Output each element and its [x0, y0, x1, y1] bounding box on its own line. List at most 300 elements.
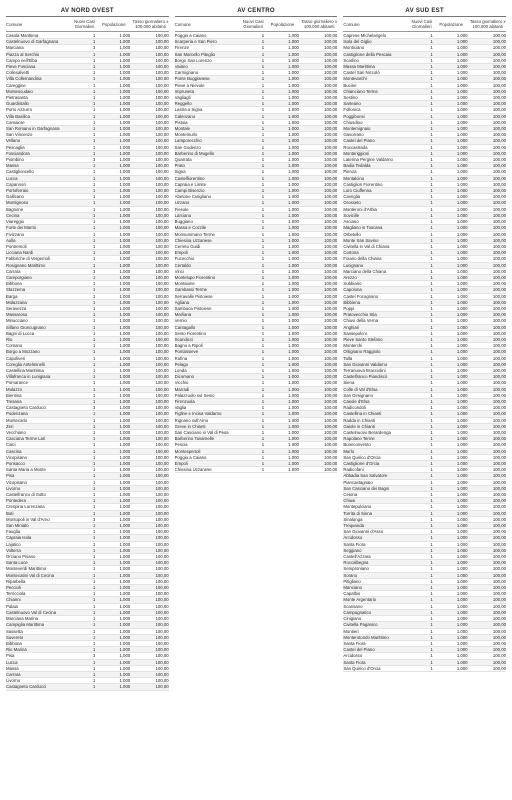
cell-nuovi-casi: 1 — [261, 386, 265, 392]
table-body — [6, 33, 169, 691]
cell-comune: Pontassieve — [174, 349, 199, 355]
cell-comune: Pisa — [6, 653, 15, 659]
cell-nuovi-casi: 1 — [93, 150, 96, 156]
cell-comune: Castelfranco di Sotto — [6, 492, 46, 498]
cell-popolazione: 1.000 — [119, 541, 131, 547]
cell-comune: Lastra a Signa — [174, 107, 203, 113]
cell-popolazione: 1.000 — [288, 318, 299, 324]
cell-nuovi-casi: 1 — [93, 647, 96, 653]
cell-nuovi-casi: 1 — [93, 119, 96, 125]
cell-popolazione: 1.000 — [119, 380, 131, 386]
cell-popolazione: 1.000 — [456, 547, 468, 553]
cell-tasso: 100,00 — [492, 70, 506, 76]
cell-tasso: 100,00 — [324, 262, 338, 268]
cell-nuovi-casi: 1 — [261, 330, 265, 336]
cell-nuovi-casi: 1 — [93, 585, 96, 591]
cell-tasso: 100,00 — [492, 200, 506, 206]
cell-nuovi-casi: 1 — [93, 609, 96, 615]
cell-tasso: 100,00 — [324, 169, 338, 175]
cell-comune: Castelnuovo di Garfagnana — [6, 39, 59, 45]
cell-comune: Pontremoli — [6, 243, 27, 249]
cell-comune: Montieri — [343, 628, 359, 634]
cell-comune: Arcidosso — [343, 535, 363, 541]
cell-nuovi-casi: 1 — [261, 423, 265, 429]
cell-comune: Fauglia — [6, 529, 21, 535]
cell-popolazione: 1.000 — [288, 126, 299, 132]
cell-nuovi-casi: 1 — [430, 237, 433, 243]
cell-popolazione: 1.000 — [288, 33, 299, 38]
cell-comune: Castiglione d'Orcia — [343, 461, 380, 467]
cell-popolazione: 1.000 — [119, 374, 131, 380]
cell-comune: San Quirico d'Orcia — [343, 665, 381, 671]
cell-nuovi-casi: 1 — [261, 194, 265, 200]
cell-tasso: 100,00 — [155, 430, 169, 435]
cell-comune: Chiusdino — [343, 119, 363, 125]
cell-tasso: 100,00 — [155, 597, 169, 603]
cell-comune: Fosciandora — [6, 150, 30, 156]
cell-nuovi-casi: 1 — [261, 107, 265, 113]
cell-popolazione: 1.000 — [456, 138, 468, 144]
cell-popolazione: 1.000 — [288, 212, 299, 218]
cell-comune: Siena — [343, 380, 355, 386]
cell-comune: Buti — [6, 510, 14, 516]
cell-popolazione: 1.000 — [456, 212, 468, 218]
cell-popolazione: 1.000 — [456, 510, 468, 516]
cell-comune: Suvereto — [6, 634, 24, 640]
cell-popolazione: 1.000 — [119, 305, 131, 311]
cell-comune: Sambuca Pistoiese — [174, 305, 212, 311]
cell-tasso: 100,00 — [155, 200, 169, 206]
cell-comune: Calenzano — [174, 113, 196, 119]
cell-comune: Piancastagnaio — [343, 479, 373, 485]
cell-popolazione: 1.000 — [119, 585, 131, 591]
cell-popolazione: 1.000 — [456, 448, 468, 454]
cell-popolazione: 1.000 — [119, 324, 131, 330]
cell-tasso: 100,00 — [492, 361, 506, 367]
cell-nuovi-casi: 1 — [430, 417, 433, 423]
cell-tasso: 100,00 — [324, 268, 338, 274]
cell-popolazione: 1.000 — [456, 144, 468, 150]
cell-nuovi-casi: 1 — [93, 138, 96, 144]
cell-tasso: 100,00 — [324, 88, 338, 94]
cell-popolazione: 1.000 — [288, 95, 299, 101]
cell-popolazione: 1.000 — [456, 219, 468, 225]
cell-tasso: 100,00 — [155, 88, 169, 94]
cell-popolazione: 1.000 — [288, 405, 299, 411]
cell-comune: Vellano — [6, 138, 21, 144]
cell-nuovi-casi: 1 — [93, 603, 96, 609]
cell-nuovi-casi: 1 — [430, 504, 433, 510]
cell-nuovi-casi: 1 — [261, 206, 265, 212]
cell-comune: Castiglion Fiorentino — [343, 181, 383, 187]
cell-comune: Gavorrano — [343, 132, 364, 138]
cell-nuovi-casi: 1 — [93, 597, 96, 603]
cell-tasso: 100,00 — [492, 467, 506, 473]
cell-nuovi-casi: 1 — [430, 119, 433, 125]
cell-popolazione: 1.000 — [288, 361, 299, 367]
cell-tasso: 100,00 — [155, 243, 169, 249]
cell-nuovi-casi: 1 — [430, 566, 433, 572]
cell-tasso: 100,00 — [155, 560, 169, 566]
cell-comune: Montepulciano — [343, 504, 372, 510]
cell-comune: Bagno a Ripoli — [174, 343, 203, 349]
cell-tasso: 100,00 — [324, 454, 338, 460]
cell-nuovi-casi: 1 — [430, 76, 433, 82]
cell-nuovi-casi: 1 — [93, 380, 96, 386]
cell-nuovi-casi: 1 — [261, 287, 265, 293]
cell-nuovi-casi: 1 — [261, 126, 265, 132]
cell-nuovi-casi: 1 — [261, 281, 265, 287]
cell-nuovi-casi: 1 — [93, 442, 96, 448]
cell-tasso: 100,00 — [324, 281, 338, 287]
cell-popolazione: 1.000 — [456, 461, 468, 467]
cell-popolazione: 1.000 — [119, 250, 131, 256]
cell-tasso: 100,00 — [155, 609, 169, 615]
cell-nuovi-casi: 1 — [93, 70, 96, 76]
header-nuovi-casi: Nuovi Casi Giornalieri — [411, 19, 433, 29]
cell-comune: Castelnuovo Berardenga — [343, 430, 391, 435]
cell-comune: Cinigiano — [343, 616, 362, 622]
cell-popolazione: 1.000 — [119, 684, 131, 690]
cell-tasso: 100,00 — [155, 144, 169, 150]
cell-comune: Radda in Chianti — [343, 417, 376, 423]
cell-comune: Vicchio — [174, 380, 189, 386]
cell-popolazione: 1.000 — [119, 448, 131, 454]
cell-tasso: 100,00 — [155, 616, 169, 622]
cell-popolazione: 1.000 — [288, 144, 299, 150]
cell-popolazione: 1.000 — [119, 678, 131, 684]
cell-comune: Casola Marittima — [6, 33, 39, 38]
cell-tasso: 100,00 — [492, 231, 506, 237]
cell-popolazione: 1.000 — [288, 386, 299, 392]
cell-comune: Pomarance — [6, 380, 28, 386]
cell-tasso: 100,00 — [155, 57, 169, 63]
cell-tasso: 100,00 — [324, 461, 338, 467]
cell-popolazione: 1.000 — [119, 640, 131, 646]
cell-popolazione: 1.000 — [119, 243, 131, 249]
cell-comune: Follonica — [343, 107, 361, 113]
cell-nuovi-casi: 1 — [430, 268, 433, 274]
cell-popolazione: 1.000 — [119, 318, 131, 324]
cell-comune: Montecatini Val di Cecina — [6, 572, 55, 578]
cell-comune: Gaiole in Chianti — [343, 423, 375, 429]
cell-comune: Stazzema — [6, 287, 26, 293]
cell-tasso: 100,00 — [155, 591, 169, 597]
cell-tasso: 100,00 — [155, 82, 169, 88]
cell-tasso: 100,00 — [324, 144, 338, 150]
cell-popolazione: 1.000 — [456, 163, 468, 169]
cell-nuovi-casi: 1 — [430, 448, 433, 454]
cell-popolazione: 1.000 — [119, 237, 131, 243]
cell-comune: Signa — [174, 169, 186, 175]
cell-popolazione: 1.000 — [456, 101, 468, 107]
cell-comune: Cavriglia — [343, 194, 361, 200]
cell-nuovi-casi: 1 — [93, 547, 96, 553]
cell-nuovi-casi: 1 — [430, 392, 433, 398]
cell-nuovi-casi: 1 — [93, 566, 96, 572]
cell-tasso: 100,00 — [324, 423, 338, 429]
cell-tasso: 100,00 — [155, 386, 169, 392]
cell-comune: Fucecchio — [174, 256, 195, 262]
cell-comune: Santa Maria a Monte — [6, 467, 46, 473]
cell-popolazione: 1.000 — [119, 113, 131, 119]
cell-popolazione: 1.000 — [288, 411, 299, 417]
cell-nuovi-casi: 1 — [430, 616, 433, 622]
cell-nuovi-casi: 1 — [93, 287, 96, 293]
cell-popolazione: 1.000 — [288, 70, 299, 76]
cell-nuovi-casi: 1 — [430, 281, 433, 287]
cell-tasso: 100,00 — [492, 101, 506, 107]
cell-nuovi-casi: 1 — [93, 231, 96, 237]
cell-popolazione: 1.000 — [456, 231, 468, 237]
cell-nuovi-casi: 1 — [430, 467, 433, 473]
cell-tasso: 100,00 — [155, 181, 169, 187]
cell-tasso: 100,00 — [155, 157, 169, 163]
cell-popolazione: 1.000 — [456, 33, 468, 38]
cell-tasso: 100,00 — [492, 510, 506, 516]
cell-tasso: 100,00 — [492, 163, 506, 169]
cell-comune: Laterina Pergine Valdarno — [343, 157, 393, 163]
cell-tasso: 100,00 — [324, 367, 338, 373]
cell-popolazione: 1.000 — [288, 392, 299, 398]
cell-comune: Vernio — [174, 318, 187, 324]
cell-nuovi-casi: 1 — [430, 591, 433, 597]
cell-nuovi-casi: 1 — [93, 386, 96, 392]
cell-comune: Abetone Cutigliano — [174, 194, 211, 200]
cell-tasso: 100,00 — [492, 343, 506, 349]
cell-tasso: 100,00 — [155, 640, 169, 646]
cell-nuovi-casi: 1 — [261, 436, 265, 442]
cell-popolazione: 1.000 — [288, 76, 299, 82]
cell-comune: Forte dei Marmi — [6, 225, 37, 231]
cell-tasso: 100,00 — [155, 318, 169, 324]
cell-tasso: 100,00 — [492, 113, 506, 119]
cell-tasso: 100,00 — [155, 262, 169, 268]
cell-tasso: 100,00 — [492, 281, 506, 287]
cell-popolazione: 1.000 — [288, 219, 299, 225]
cell-popolazione: 1.000 — [119, 647, 131, 653]
cell-tasso: 100,00 — [155, 684, 169, 690]
cell-comune: Pelago — [174, 361, 189, 367]
cell-comune: San Romano in Garfagnana — [6, 126, 60, 132]
cell-popolazione: 1.000 — [288, 88, 299, 94]
cell-popolazione: 1.000 — [456, 603, 468, 609]
cell-nuovi-casi: 1 — [430, 293, 433, 299]
cell-tasso: 100,00 — [492, 560, 506, 566]
cell-nuovi-casi: 1 — [93, 237, 96, 243]
cell-tasso: 100,00 — [324, 132, 338, 138]
cell-nuovi-casi: 1 — [430, 138, 433, 144]
cell-popolazione: 1.000 — [288, 206, 299, 212]
cell-nuovi-casi: 1 — [93, 225, 96, 231]
cell-tasso: 100,00 — [155, 535, 169, 541]
cell-comune: Carmignano — [174, 70, 199, 76]
cell-nuovi-casi: 1 — [430, 405, 433, 411]
cell-popolazione: 1.000 — [119, 157, 131, 163]
cell-tasso: 100,00 — [324, 380, 338, 386]
cell-tasso: 100,00 — [492, 175, 506, 181]
cell-tasso: 100,00 — [155, 95, 169, 101]
cell-nuovi-casi: 1 — [261, 411, 265, 417]
cell-popolazione: 1.000 — [288, 181, 299, 187]
cell-nuovi-casi: 1 — [430, 510, 433, 516]
cell-tasso: 100,00 — [492, 157, 506, 163]
cell-tasso: 100,00 — [492, 225, 506, 231]
cell-nuovi-casi: 1 — [261, 119, 265, 125]
cell-comune: Fabbriche di Vergemoli — [6, 256, 50, 262]
cell-popolazione: 1.000 — [288, 237, 299, 243]
cell-nuovi-casi: 1 — [93, 473, 96, 479]
cell-popolazione: 1.000 — [288, 39, 299, 45]
cell-tasso: 100,00 — [155, 256, 169, 262]
cell-tasso: 100,00 — [324, 157, 338, 163]
cell-popolazione: 1.000 — [288, 51, 299, 57]
cell-nuovi-casi: 1 — [93, 436, 96, 442]
cell-nuovi-casi: 1 — [93, 622, 96, 628]
cell-popolazione: 1.000 — [119, 442, 131, 448]
cell-tasso: 100,00 — [155, 212, 169, 218]
cell-popolazione: 1.000 — [288, 336, 299, 342]
cell-nuovi-casi: 1 — [93, 392, 96, 398]
cell-popolazione: 1.000 — [119, 206, 131, 212]
cell-comune: Borgo a Mozzano — [6, 349, 40, 355]
cell-comune: Mulazzo — [6, 386, 23, 392]
cell-popolazione: 1.000 — [456, 343, 468, 349]
cell-tasso: 100,00 — [492, 436, 506, 442]
cell-nuovi-casi: 1 — [93, 398, 96, 404]
cell-nuovi-casi: 1 — [430, 312, 433, 318]
cell-popolazione: 1.000 — [119, 45, 131, 51]
cell-popolazione: 1.000 — [456, 250, 468, 256]
cell-nuovi-casi: 1 — [93, 374, 96, 380]
cell-nuovi-casi: 1 — [261, 361, 265, 367]
cell-nuovi-casi: 1 — [430, 107, 433, 113]
cell-tasso: 100,00 — [155, 547, 169, 553]
cell-nuovi-casi: 1 — [430, 175, 433, 181]
cell-nuovi-casi: 1 — [93, 200, 96, 206]
cell-comune: Cecina — [6, 212, 20, 218]
cell-tasso: 100,00 — [324, 76, 338, 82]
cell-nuovi-casi: 1 — [93, 157, 96, 163]
cell-nuovi-casi: 1 — [261, 200, 265, 206]
cell-tasso: 100,00 — [324, 219, 338, 225]
cell-popolazione: 1.000 — [119, 355, 131, 361]
cell-nuovi-casi: 1 — [261, 88, 265, 94]
cell-popolazione: 1.000 — [119, 398, 131, 404]
cell-popolazione: 1.000 — [456, 225, 468, 231]
cell-nuovi-casi: 1 — [261, 144, 265, 150]
cell-nuovi-casi: 1 — [261, 417, 265, 423]
cell-comune: Lajatico — [6, 541, 21, 547]
cell-tasso: 100,00 — [492, 262, 506, 268]
cell-comune: Castel del Piano — [343, 138, 375, 144]
cell-nuovi-casi: 1 — [93, 107, 96, 113]
cell-comune: Sassetta — [6, 628, 23, 634]
cell-comune: Marciana Marina — [6, 616, 39, 622]
cell-popolazione: 1.000 — [119, 219, 131, 225]
cell-comune: Montespertoli — [174, 448, 201, 454]
cell-nuovi-casi: 1 — [261, 274, 265, 280]
cell-tasso: 100,00 — [492, 479, 506, 485]
cell-comune: Carrara — [6, 268, 21, 274]
cell-nuovi-casi: 1 — [261, 95, 265, 101]
cell-nuovi-casi: 1 — [430, 554, 433, 560]
cell-popolazione: 1.000 — [119, 485, 131, 491]
cell-comune: Monteverdi Marittimo — [6, 566, 47, 572]
cell-nuovi-casi: 1 — [430, 33, 433, 38]
cell-popolazione: 1.000 — [288, 374, 299, 380]
cell-popolazione: 1.000 — [119, 498, 131, 504]
cell-comune: Capoliveri — [6, 355, 26, 361]
cell-comune: Scarperia e San Piero — [174, 39, 217, 45]
header-nuovi-casi: Nuovi Casi Giornalieri — [74, 19, 95, 29]
cell-comune: Monte San Savino — [343, 237, 379, 243]
cell-popolazione: 1.000 — [456, 535, 468, 541]
cell-comune: Rio Marina — [6, 647, 27, 653]
cell-tasso: 100,00 — [155, 647, 169, 653]
cell-tasso: 100,00 — [324, 324, 338, 330]
cell-popolazione: 1.000 — [456, 380, 468, 386]
cell-popolazione: 1.000 — [456, 560, 468, 566]
cell-nuovi-casi: 1 — [430, 485, 433, 491]
cell-popolazione: 1.000 — [288, 423, 299, 429]
cell-tasso: 100,00 — [492, 485, 506, 491]
cell-tasso: 100,00 — [492, 504, 506, 510]
cell-comune: San Quirico d'Orcia — [343, 454, 381, 460]
cell-nuovi-casi: 1 — [430, 343, 433, 349]
cell-popolazione: 1.000 — [119, 343, 131, 349]
cell-nuovi-casi: 1 — [93, 82, 96, 88]
cell-popolazione: 1.000 — [456, 653, 468, 659]
cell-comune: Careggine — [6, 82, 26, 88]
cell-tasso: 100,00 — [492, 256, 506, 262]
cell-nuovi-casi: 1 — [93, 113, 96, 119]
cell-popolazione: 1.000 — [119, 212, 131, 218]
cell-nuovi-casi: 1 — [430, 473, 433, 479]
cell-tasso: 100,00 — [324, 95, 338, 101]
cell-popolazione: 1.000 — [456, 355, 468, 361]
cell-comune: Santa Fiora — [343, 640, 366, 646]
table-body — [175, 33, 338, 473]
cell-popolazione: 1.000 — [288, 430, 299, 435]
cell-comune: Bagni di Lucca — [6, 330, 35, 336]
cell-popolazione: 1.000 — [288, 107, 299, 113]
cell-popolazione: 1.000 — [456, 70, 468, 76]
cell-tasso: 100,00 — [492, 287, 506, 293]
cell-popolazione: 1.000 — [456, 430, 468, 435]
cell-nuovi-casi: 1 — [93, 467, 96, 473]
panel-title: AV NORD OVEST — [6, 8, 169, 17]
cell-tasso: 100,00 — [155, 281, 169, 287]
cell-nuovi-casi: 1 — [261, 82, 265, 88]
cell-nuovi-casi: 1 — [93, 578, 96, 584]
cell-comune: Dicomano — [174, 374, 195, 380]
cell-nuovi-casi: 1 — [93, 39, 96, 45]
cell-comune: Aulla — [6, 237, 16, 243]
cell-tasso: 100,00 — [324, 225, 338, 231]
cell-nuovi-casi: 1 — [261, 237, 265, 243]
cell-comune: Civitella in Val di Chiana — [343, 243, 390, 249]
cell-nuovi-casi: 1 — [430, 150, 433, 156]
cell-comune: Massarosa — [6, 312, 28, 318]
cell-comune: Tresana — [6, 398, 22, 404]
cell-comune: Pistoia — [174, 119, 188, 125]
cell-tasso: 100,00 — [324, 355, 338, 361]
cell-tasso: 100,00 — [324, 305, 338, 311]
cell-popolazione: 1.000 — [119, 411, 131, 417]
cell-popolazione: 1.000 — [119, 386, 131, 392]
cell-nuovi-casi: 1 — [430, 336, 433, 342]
